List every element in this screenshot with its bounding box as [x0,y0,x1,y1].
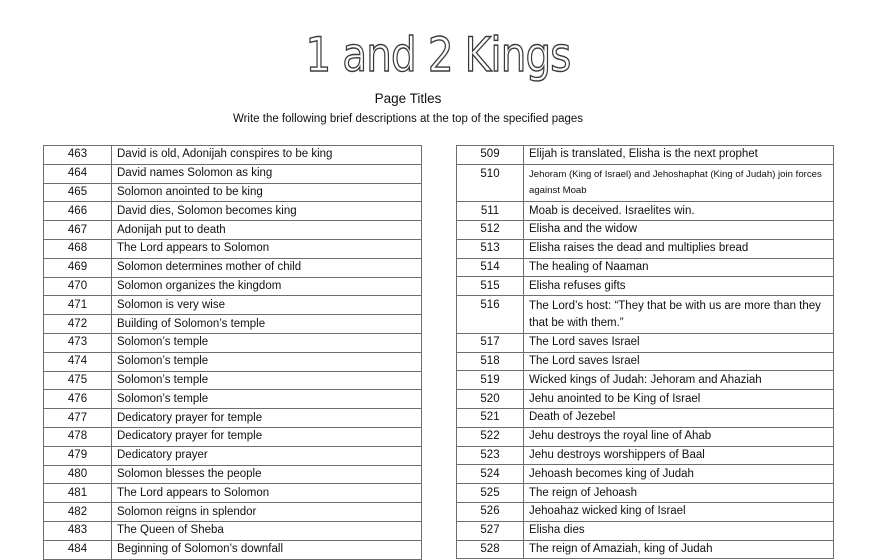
page-number: 465 [44,183,112,202]
table-row [457,164,834,202]
page-number: 511 [457,202,524,221]
table-row [44,315,422,334]
right-page-titles-table [456,145,834,559]
page-number: 468 [44,239,112,258]
page-title: Solomon blesses the people [112,465,422,484]
page-number: 483 [44,521,112,540]
page-number: 482 [44,503,112,522]
table-row [457,352,834,371]
page-number: 523 [457,446,524,465]
page-title: The Lord saves Israel [524,352,834,371]
table-row [44,427,422,446]
table-row [457,502,834,521]
page-title: Building of Solomon’s temple [112,315,422,334]
page-number: 471 [44,296,112,315]
page-title: Solomon anointed to be king [112,183,422,202]
page-number: 467 [44,221,112,240]
table-row [44,221,422,240]
page-title: Jehoahaz wicked king of Israel [524,502,834,521]
page-number: 521 [457,408,524,427]
document-title: 1 and 2 Kings [305,28,571,83]
page-title: Solomon is very wise [112,296,422,315]
page-number: 513 [457,239,524,258]
page-title: David dies, Solomon becomes king [112,202,422,221]
page-title: Solomon’s temple [112,333,422,352]
page-title: Death of Jezebel [524,408,834,427]
table-row [44,277,422,296]
page-number: 510 [457,164,524,202]
page-number: 516 [457,296,524,334]
page-title: Solomon reigns in splendor [112,503,422,522]
page-title: The reign of Amaziah, king of Judah [524,540,834,559]
page-title: The Lord’s host: “They that be with us are more than they that be with them.” [524,296,834,334]
table-row [457,277,834,296]
table-row [457,465,834,484]
page-title: Solomon’s temple [112,371,422,390]
page-title: The reign of Jehoash [524,484,834,503]
table-row [44,146,422,165]
table-row [457,427,834,446]
page-number: 481 [44,484,112,503]
page-number: 470 [44,277,112,296]
table-row [44,164,422,183]
page-title: The healing of Naaman [524,258,834,277]
page-number: 480 [44,465,112,484]
page-number: 525 [457,484,524,503]
table-row [457,446,834,465]
page-number: 522 [457,427,524,446]
table-row [457,146,834,165]
page-number: 515 [457,277,524,296]
page-title: Dedicatory prayer for temple [112,427,422,446]
table-row [44,333,422,352]
page-number: 478 [44,427,112,446]
table-row [44,352,422,371]
table-row [457,258,834,277]
page-title: Jehoash becomes king of Judah [524,465,834,484]
table-row [44,503,422,522]
page-number: 512 [457,221,524,240]
page-number: 527 [457,521,524,540]
page-title: Adonijah put to death [112,221,422,240]
table-row [44,239,422,258]
table-row [44,521,422,540]
page-title: The Queen of Sheba [112,521,422,540]
page-title: Jehu destroys worshippers of Baal [524,446,834,465]
table-row [457,239,834,258]
page-title: Solomon determines mother of child [112,258,422,277]
page-number: 479 [44,446,112,465]
page-number: 520 [457,390,524,409]
page-title: David names Solomon as king [112,164,422,183]
page-title: Wicked kings of Judah: Jehoram and Ahaziah [524,371,834,390]
table-row [457,521,834,540]
table-row [44,409,422,428]
page-title: Moab is deceived. Israelites win. [524,202,834,221]
page-number: 526 [457,502,524,521]
table-row [44,202,422,221]
page-title: Solomon’s temple [112,390,422,409]
table-row [44,258,422,277]
page-title: The Lord appears to Solomon [112,484,422,503]
page-number: 473 [44,333,112,352]
table-row [44,465,422,484]
page-title: Elisha and the widow [524,221,834,240]
table-row [457,408,834,427]
page-number: 519 [457,371,524,390]
page-number: 469 [44,258,112,277]
table-row [457,540,834,559]
page-number: 464 [44,164,112,183]
page-title: Jehu destroys the royal line of Ahab [524,427,834,446]
page-number: 472 [44,315,112,334]
page-title: Jehoram (King of Israel) and Jehoshaphat (King of Judah) join forces against Moab [529,169,822,197]
page-number: 524 [457,465,524,484]
table-row [457,371,834,390]
page-number: 477 [44,409,112,428]
page-title: Elisha refuses gifts [524,277,834,296]
page-title: Solomon’s temple [112,352,422,371]
table-row [457,202,834,221]
page-title: David is old, Adonijah conspires to be king [112,146,422,165]
page-number: 466 [44,202,112,221]
table-row [44,484,422,503]
page-title: Dedicatory prayer [112,446,422,465]
page-title: Jehu anointed to be King of Israel [524,390,834,409]
table-row [44,446,422,465]
page-title: Dedicatory prayer for temple [112,409,422,428]
page-number: 463 [44,146,112,165]
page-title: Solomon organizes the kingdom [112,277,422,296]
page-number: 517 [457,333,524,352]
page-number: 509 [457,146,524,165]
page-number: 514 [457,258,524,277]
page-number: 484 [44,540,112,559]
table-row [44,390,422,409]
table-row [44,371,422,390]
table-row [44,540,422,559]
page-title: Elisha raises the dead and multiplies bread [524,239,834,258]
table-row [44,296,422,315]
table-row [457,390,834,409]
page-title: Elisha dies [524,521,834,540]
page-title: The Lord appears to Solomon [112,239,422,258]
page-number: 476 [44,390,112,409]
table-row [457,484,834,503]
page-number: 518 [457,352,524,371]
left-page-titles-table [43,145,422,560]
table-row [457,296,834,334]
table-row [44,183,422,202]
page-number: 475 [44,371,112,390]
table-row [457,333,834,352]
instructions-text: Write the following brief descriptions at the top of the specified pages [232,113,584,125]
page-title: Beginning of Solomon’s downfall [112,540,422,559]
page-title: Elijah is translated, Elisha is the next prophet [524,146,834,165]
page-number: 528 [457,540,524,559]
document-subtitle: Page Titles [374,91,442,106]
table-row [457,221,834,240]
page-title: The Lord saves Israel [524,333,834,352]
page-number: 474 [44,352,112,371]
